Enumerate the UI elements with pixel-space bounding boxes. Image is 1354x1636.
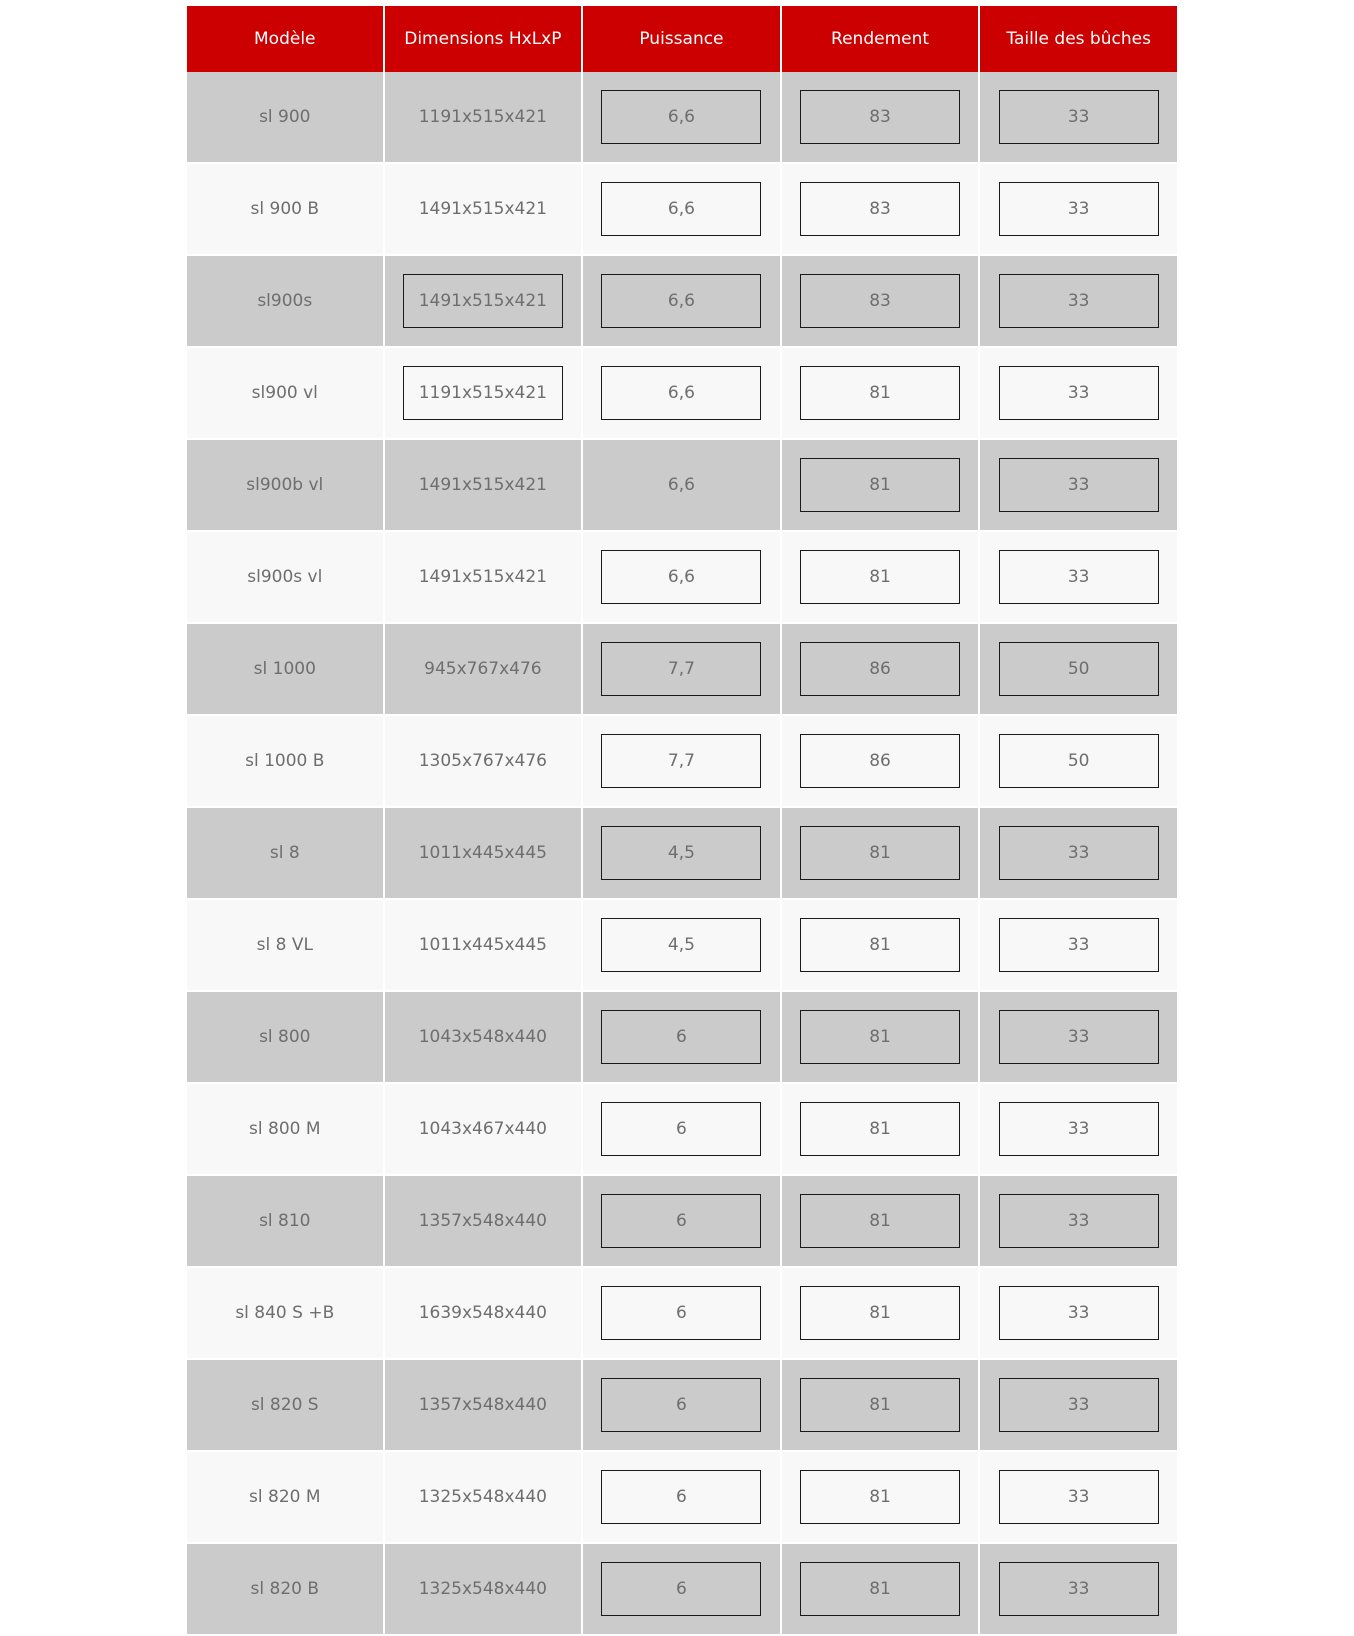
model-cell: [187, 164, 383, 256]
cell-value: 1639x548x440: [418, 1303, 547, 1323]
boxed-value: 33: [999, 458, 1159, 512]
dimensions-cell: [385, 440, 582, 532]
dimensions-cell: [385, 1360, 582, 1452]
log-size-cell: [980, 72, 1177, 164]
dimensions-cell: [385, 1544, 582, 1636]
table-row: [187, 440, 1177, 532]
yield-cell: [782, 900, 979, 992]
cell-value: sl 8 VL: [256, 935, 313, 955]
power-cell: [583, 808, 780, 900]
table-row: [187, 532, 1177, 624]
model-cell: [187, 348, 383, 440]
yield-cell: [782, 1544, 979, 1636]
model-cell: [187, 1360, 383, 1452]
boxed-value: 33: [999, 1010, 1159, 1064]
yield-cell: [782, 532, 979, 624]
dimensions-cell: [385, 348, 582, 440]
yield-cell: [782, 72, 979, 164]
cell-value: sl 820 M: [249, 1487, 321, 1507]
dimensions-cell: [385, 532, 582, 624]
cell-value: 1011x445x445: [418, 935, 547, 955]
log-size-cell: [980, 348, 1177, 440]
log-size-cell: [980, 716, 1177, 808]
power-cell: [583, 1176, 780, 1268]
boxed-value: 7,7: [601, 642, 761, 696]
boxed-value: 4,5: [601, 826, 761, 880]
power-cell: [583, 900, 780, 992]
power-cell: [583, 256, 780, 348]
cell-value: sl 820 S: [250, 1395, 319, 1415]
cell-value: sl 800: [259, 1027, 311, 1047]
boxed-value: 33: [999, 366, 1159, 420]
log-size-cell: [980, 1452, 1177, 1544]
power-cell: [583, 348, 780, 440]
yield-cell: [782, 1176, 979, 1268]
log-size-cell: [980, 1268, 1177, 1360]
yield-cell: [782, 808, 979, 900]
table-row: [187, 808, 1177, 900]
dimensions-cell: [385, 72, 582, 164]
model-cell: [187, 900, 383, 992]
dimensions-cell: [385, 808, 582, 900]
boxed-value: 6: [601, 1378, 761, 1432]
header-model: Modèle: [187, 6, 383, 72]
boxed-value: 6,6: [601, 274, 761, 328]
cell-value: 6,6: [667, 475, 695, 495]
yield-cell: [782, 256, 979, 348]
table-row: [187, 624, 1177, 716]
boxed-value: 83: [800, 274, 960, 328]
cell-value: sl900s: [257, 291, 313, 311]
power-cell: [583, 440, 780, 532]
model-cell: [187, 1544, 383, 1636]
boxed-value: 33: [999, 90, 1159, 144]
table-row: [187, 1084, 1177, 1176]
cell-value: sl 1000 B: [245, 751, 325, 771]
boxed-value: 81: [800, 1102, 960, 1156]
boxed-value: 81: [800, 1470, 960, 1524]
cell-value: sl 8: [269, 843, 300, 863]
model-cell: [187, 72, 383, 164]
log-size-cell: [980, 992, 1177, 1084]
power-cell: [583, 72, 780, 164]
dimensions-cell: [385, 624, 582, 716]
model-cell: [187, 1452, 383, 1544]
boxed-value: 33: [999, 826, 1159, 880]
header-dimensions: Dimensions HxLxP: [385, 6, 582, 72]
boxed-value: 81: [800, 1194, 960, 1248]
table-body: [187, 72, 1177, 1636]
table-row: [187, 992, 1177, 1084]
cell-value: 1011x445x445: [418, 843, 547, 863]
model-cell: [187, 1176, 383, 1268]
cell-value: sl 1000: [253, 659, 316, 679]
cell-value: 1043x467x440: [418, 1119, 547, 1139]
boxed-value: 6,6: [601, 550, 761, 604]
table-row: [187, 348, 1177, 440]
dimensions-cell: [385, 1452, 582, 1544]
boxed-value: 6: [601, 1470, 761, 1524]
log-size-cell: [980, 1544, 1177, 1636]
table-row: [187, 1268, 1177, 1360]
power-cell: [583, 1544, 780, 1636]
specs-table-container: [187, 6, 1179, 1636]
table-row: [187, 1452, 1177, 1544]
dimensions-cell: [385, 716, 582, 808]
log-size-cell: [980, 164, 1177, 256]
boxed-value: 6: [601, 1010, 761, 1064]
model-cell: [187, 532, 383, 624]
table-row: [187, 716, 1177, 808]
cell-value: sl 810: [259, 1211, 311, 1231]
table-row: [187, 1544, 1177, 1636]
header-power: Puissance: [583, 6, 780, 72]
cell-value: sl 900 B: [250, 199, 320, 219]
dimensions-cell: [385, 256, 582, 348]
log-size-cell: [980, 1360, 1177, 1452]
dimensions-cell: [385, 992, 582, 1084]
cell-value: 1491x515x421: [418, 567, 547, 587]
yield-cell: [782, 1452, 979, 1544]
cell-value: 945x767x476: [424, 659, 542, 679]
boxed-value: 33: [999, 274, 1159, 328]
power-cell: [583, 1452, 780, 1544]
power-cell: [583, 1268, 780, 1360]
boxed-value: 81: [800, 458, 960, 512]
cell-value: sl 820 B: [250, 1579, 320, 1599]
table-row: [187, 900, 1177, 992]
dimensions-cell: [385, 164, 582, 256]
cell-value: sl 800 M: [249, 1119, 321, 1139]
boxed-value: 33: [999, 1102, 1159, 1156]
cell-value: sl 840 S +B: [235, 1303, 335, 1323]
yield-cell: [782, 348, 979, 440]
power-cell: [583, 716, 780, 808]
boxed-value: 33: [999, 1194, 1159, 1248]
boxed-value: 6,6: [601, 182, 761, 236]
cell-value: 1305x767x476: [418, 751, 547, 771]
header-yield: Rendement: [782, 6, 979, 72]
dimensions-cell: [385, 1084, 582, 1176]
dimensions-cell: [385, 1268, 582, 1360]
boxed-value: 81: [800, 550, 960, 604]
yield-cell: [782, 164, 979, 256]
boxed-value: 86: [800, 734, 960, 788]
cell-value: 1325x548x440: [418, 1487, 547, 1507]
power-cell: [583, 164, 780, 256]
cell-value: 1491x515x421: [418, 475, 547, 495]
header-log-size: Taille des bûches: [980, 6, 1177, 72]
boxed-value: 6: [601, 1102, 761, 1156]
model-cell: [187, 624, 383, 716]
cell-value: 1043x548x440: [418, 1027, 547, 1047]
log-size-cell: [980, 624, 1177, 716]
boxed-value: 81: [800, 1562, 960, 1616]
boxed-value: 7,7: [601, 734, 761, 788]
yield-cell: [782, 1360, 979, 1452]
boxed-value: 33: [999, 1470, 1159, 1524]
log-size-cell: [980, 1176, 1177, 1268]
table-row: [187, 1176, 1177, 1268]
boxed-value: 81: [800, 1010, 960, 1064]
dimensions-cell: [385, 1176, 582, 1268]
model-cell: [187, 992, 383, 1084]
boxed-value: 81: [800, 826, 960, 880]
table-row: [187, 256, 1177, 348]
model-cell: [187, 256, 383, 348]
boxed-value: 33: [999, 918, 1159, 972]
table-row: [187, 164, 1177, 256]
cell-value: 1191x515x421: [418, 107, 547, 127]
cell-value: sl900s vl: [247, 567, 323, 587]
boxed-value: 83: [800, 90, 960, 144]
log-size-cell: [980, 900, 1177, 992]
cell-value: sl900b vl: [246, 475, 324, 495]
yield-cell: [782, 624, 979, 716]
boxed-value: 33: [999, 182, 1159, 236]
boxed-value: 86: [800, 642, 960, 696]
yield-cell: [782, 716, 979, 808]
model-cell: [187, 716, 383, 808]
boxed-value: 83: [800, 182, 960, 236]
boxed-value: 1191x515x421: [403, 366, 563, 420]
log-size-cell: [980, 256, 1177, 348]
table-row: [187, 72, 1177, 164]
boxed-value: 50: [999, 642, 1159, 696]
log-size-cell: [980, 808, 1177, 900]
boxed-value: 33: [999, 1286, 1159, 1340]
log-size-cell: [980, 1084, 1177, 1176]
power-cell: [583, 532, 780, 624]
boxed-value: 81: [800, 366, 960, 420]
power-cell: [583, 1360, 780, 1452]
boxed-value: 6,6: [601, 366, 761, 420]
model-cell: [187, 808, 383, 900]
boxed-value: 33: [999, 1562, 1159, 1616]
cell-value: sl900 vl: [251, 383, 318, 403]
model-cell: [187, 440, 383, 532]
boxed-value: 50: [999, 734, 1159, 788]
yield-cell: [782, 1268, 979, 1360]
yield-cell: [782, 440, 979, 532]
cell-value: 1357x548x440: [418, 1395, 547, 1415]
boxed-value: 81: [800, 1286, 960, 1340]
boxed-value: 81: [800, 1378, 960, 1432]
boxed-value: 6: [601, 1194, 761, 1248]
model-cell: [187, 1268, 383, 1360]
yield-cell: [782, 992, 979, 1084]
header-row: [187, 6, 1177, 72]
boxed-value: 1491x515x421: [403, 274, 563, 328]
power-cell: [583, 992, 780, 1084]
boxed-value: 6,6: [601, 90, 761, 144]
specs-table: [185, 6, 1179, 1636]
model-cell: [187, 1084, 383, 1176]
boxed-value: 4,5: [601, 918, 761, 972]
log-size-cell: [980, 440, 1177, 532]
power-cell: [583, 624, 780, 716]
cell-value: 1491x515x421: [418, 199, 547, 219]
boxed-value: 33: [999, 1378, 1159, 1432]
boxed-value: 33: [999, 550, 1159, 604]
boxed-value: 6: [601, 1286, 761, 1340]
table-row: [187, 1360, 1177, 1452]
cell-value: 1325x548x440: [418, 1579, 547, 1599]
cell-value: 1357x548x440: [418, 1211, 547, 1231]
yield-cell: [782, 1084, 979, 1176]
power-cell: [583, 1084, 780, 1176]
log-size-cell: [980, 532, 1177, 624]
cell-value: sl 900: [259, 107, 311, 127]
boxed-value: 6: [601, 1562, 761, 1616]
boxed-value: 81: [800, 918, 960, 972]
table-header: [187, 6, 1177, 72]
dimensions-cell: [385, 900, 582, 992]
